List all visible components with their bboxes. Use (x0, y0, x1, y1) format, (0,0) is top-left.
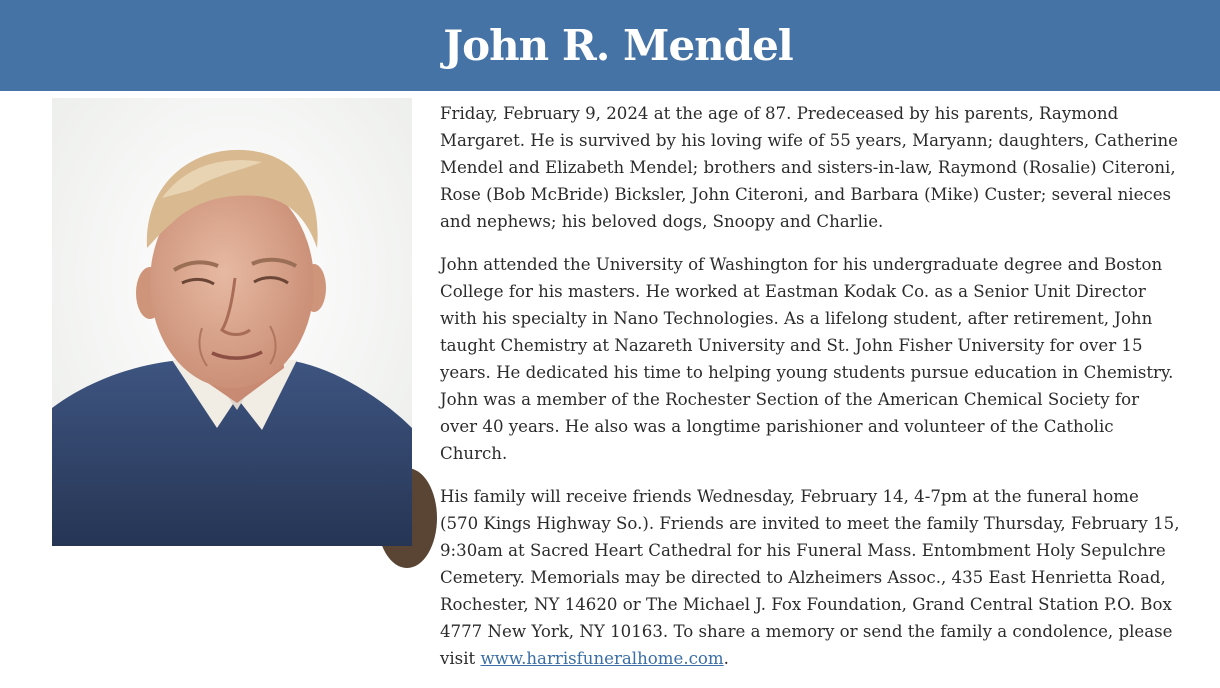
obituary-paragraph-services (440, 483, 1180, 672)
services-text: His family will receive friends Wednesday, February 14, 4-7pm at the funeral home (570 Kings Highway So.). Friends are invited to meet the family Thursday, February 15, 9:30am at Sacred Heart Cathedral for his Funeral Mass. Entombment Holy Sepulchre Cemetery. Memorials may be directed to Alzheimers Assoc., 435 East Henrietta Road, Rochester, NY 14620 or The Michael J. Fox Foundation, Grand Central Station P.O. Box 4777 New York, NY 10163. To share a memory or send the family a condolence, please visit (440, 487, 1180, 668)
obituary-content (0, 91, 1220, 668)
obituary-paragraph-family: Friday, February 9, 2024 at the age of 87. Predeceased by his parents, Raymond Margaret. He is survived by his loving wife of 55 years, Maryann; daughters, Catherine Mendel and Elizabeth Mendel; brothers and sisters-in-law, Raymond (Rosalie) Citeroni, Rose (Bob McBride) Bicksler, John Citeroni, and Barbara (Mike) Custer; several nieces and nephews; his beloved dogs, Snoopy and Charlie. (440, 104, 1178, 231)
portrait-photo (52, 98, 412, 546)
link-suffix: . (723, 649, 729, 668)
obituary-text (440, 100, 1180, 688)
portrait-photo-icon (52, 98, 412, 546)
funeral-home-link[interactable]: www.harrisfuneralhome.com (480, 649, 724, 668)
obituary-paragraph-career: John attended the University of Washington for his undergraduate degree and Boston College for his masters. He worked at Eastman Kodak Co. as a Senior Unit Director with his specialty in Nano Technologies. As a lifelong student, after retirement, John taught Chemistry at Nazareth University and St. John Fisher University for over 15 years. He dedicated his time to helping young students pursue education in Chemistry. John was a member of the Rochester Section of the American Chemical Society for over 40 years. He also was a longtime parishioner and volunteer of the Catholic Church. (440, 255, 1174, 463)
page-title: John R. Mendel (443, 21, 793, 70)
page-header (0, 0, 1220, 91)
